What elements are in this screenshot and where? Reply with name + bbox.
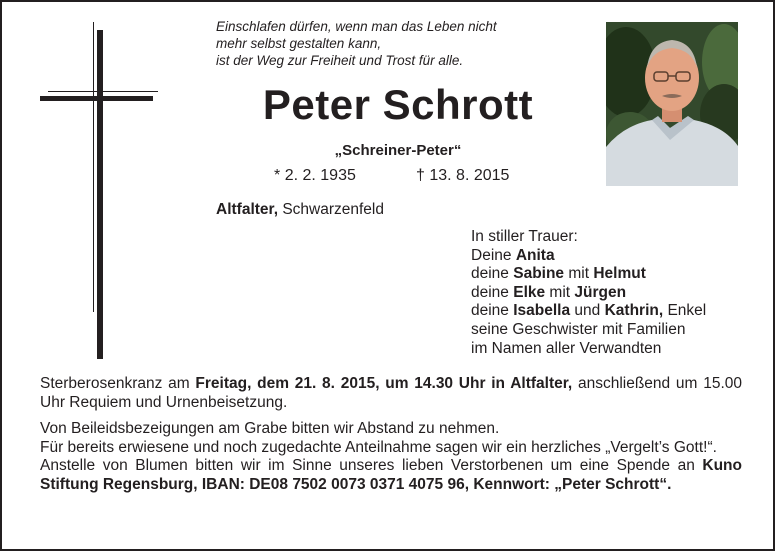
mourners-intro: In stiller Trauer:: [471, 228, 578, 245]
mourner-name: Jürgen: [574, 283, 627, 301]
mourner-line: [471, 321, 771, 340]
place-primary: Altfalter,: [216, 201, 279, 218]
mourner-name: Sabine: [513, 265, 565, 283]
mourner-name: Anita: [515, 246, 555, 264]
mourner-text: deine: [471, 265, 514, 283]
mourner-text: im Namen aller Verwandten: [471, 339, 662, 357]
cross-thin-horizontal: [48, 91, 158, 92]
birth-date: [274, 165, 356, 187]
places: [216, 199, 384, 221]
mourner-name: Isabella: [513, 302, 571, 320]
donation-paragraph: [40, 457, 742, 494]
mourner-name: Helmut: [593, 265, 646, 283]
mourner-text: Enkel: [663, 302, 707, 320]
quote: [216, 18, 556, 69]
mourners-list: [471, 228, 771, 358]
donation-details: Kuno Stiftung Regensburg, IBAN: DE08 7502 0073 0371 4075 96, Kennwort: „Peter Schrott“.: [40, 457, 742, 493]
death-date-value: 13. 8. 2015: [429, 167, 510, 184]
mourner-text: mit: [545, 283, 575, 301]
death-symbol: †: [416, 167, 425, 184]
cross-thick-vertical: [97, 30, 103, 359]
birth-date-value: 2. 2. 1935: [284, 167, 356, 184]
mourner-name: Kathrin,: [604, 302, 664, 320]
nickname: „Schreiner-Peter“: [334, 142, 462, 159]
donation-request: Anstelle von Blumen bitten wir im Sinne unseres lieben Verstorbenen um eine Spende an: [40, 457, 695, 474]
mourner-text: Deine: [471, 246, 516, 264]
additional-info: [40, 420, 742, 494]
service-details: [40, 375, 742, 412]
quote-line: ist der Weg zur Freiheit und Trost für alle.: [216, 53, 464, 68]
quote-line: mehr selbst gestalten kann,: [216, 36, 382, 51]
mourner-text: deine: [471, 302, 514, 320]
service-date-time: Freitag, dem 21. 8. 2015, um 14.30 Uhr in Altfalter,: [195, 375, 573, 392]
mourner-line: [471, 247, 771, 266]
mourner-name: Elke: [513, 283, 546, 301]
mourner-text: seine Geschwister mit Familien: [471, 320, 686, 338]
cross-thin-vertical: [93, 22, 94, 312]
death-date: [416, 165, 509, 187]
condolence-note: Von Beileidsbezeigungen am Grabe bitten wir Abstand zu nehmen.: [40, 420, 500, 437]
mourner-text: und: [570, 302, 605, 320]
thanks-note: Für bereits erwiesene und noch zugedachte Anteilnahme sagen wir ein herzliches „Vergelt’s Gott!“.: [40, 438, 717, 456]
birth-symbol: *: [274, 167, 281, 184]
mourner-text: mit: [564, 265, 594, 283]
quote-line: Einschlafen dürfen, wenn man das Leben nicht: [216, 19, 497, 34]
mourner-line: [471, 265, 771, 284]
cross-thick-horizontal: [40, 96, 153, 101]
portrait-photo-graphic: [606, 22, 738, 186]
deceased-name: Peter Schrott: [262, 81, 534, 128]
portrait-photo: [606, 22, 738, 186]
mourner-line: [471, 302, 771, 321]
place-secondary: Schwarzenfeld: [282, 201, 384, 218]
service-paragraph: [40, 375, 742, 412]
service-text: Sterberosenkranz am: [40, 375, 196, 392]
mourner-line: [471, 284, 771, 303]
service-text: anschließend um 15.00 Uhr Requiem und Urnenbeisetzung.: [40, 375, 742, 411]
mourner-text: deine: [471, 283, 514, 301]
mourner-line: [471, 340, 771, 359]
